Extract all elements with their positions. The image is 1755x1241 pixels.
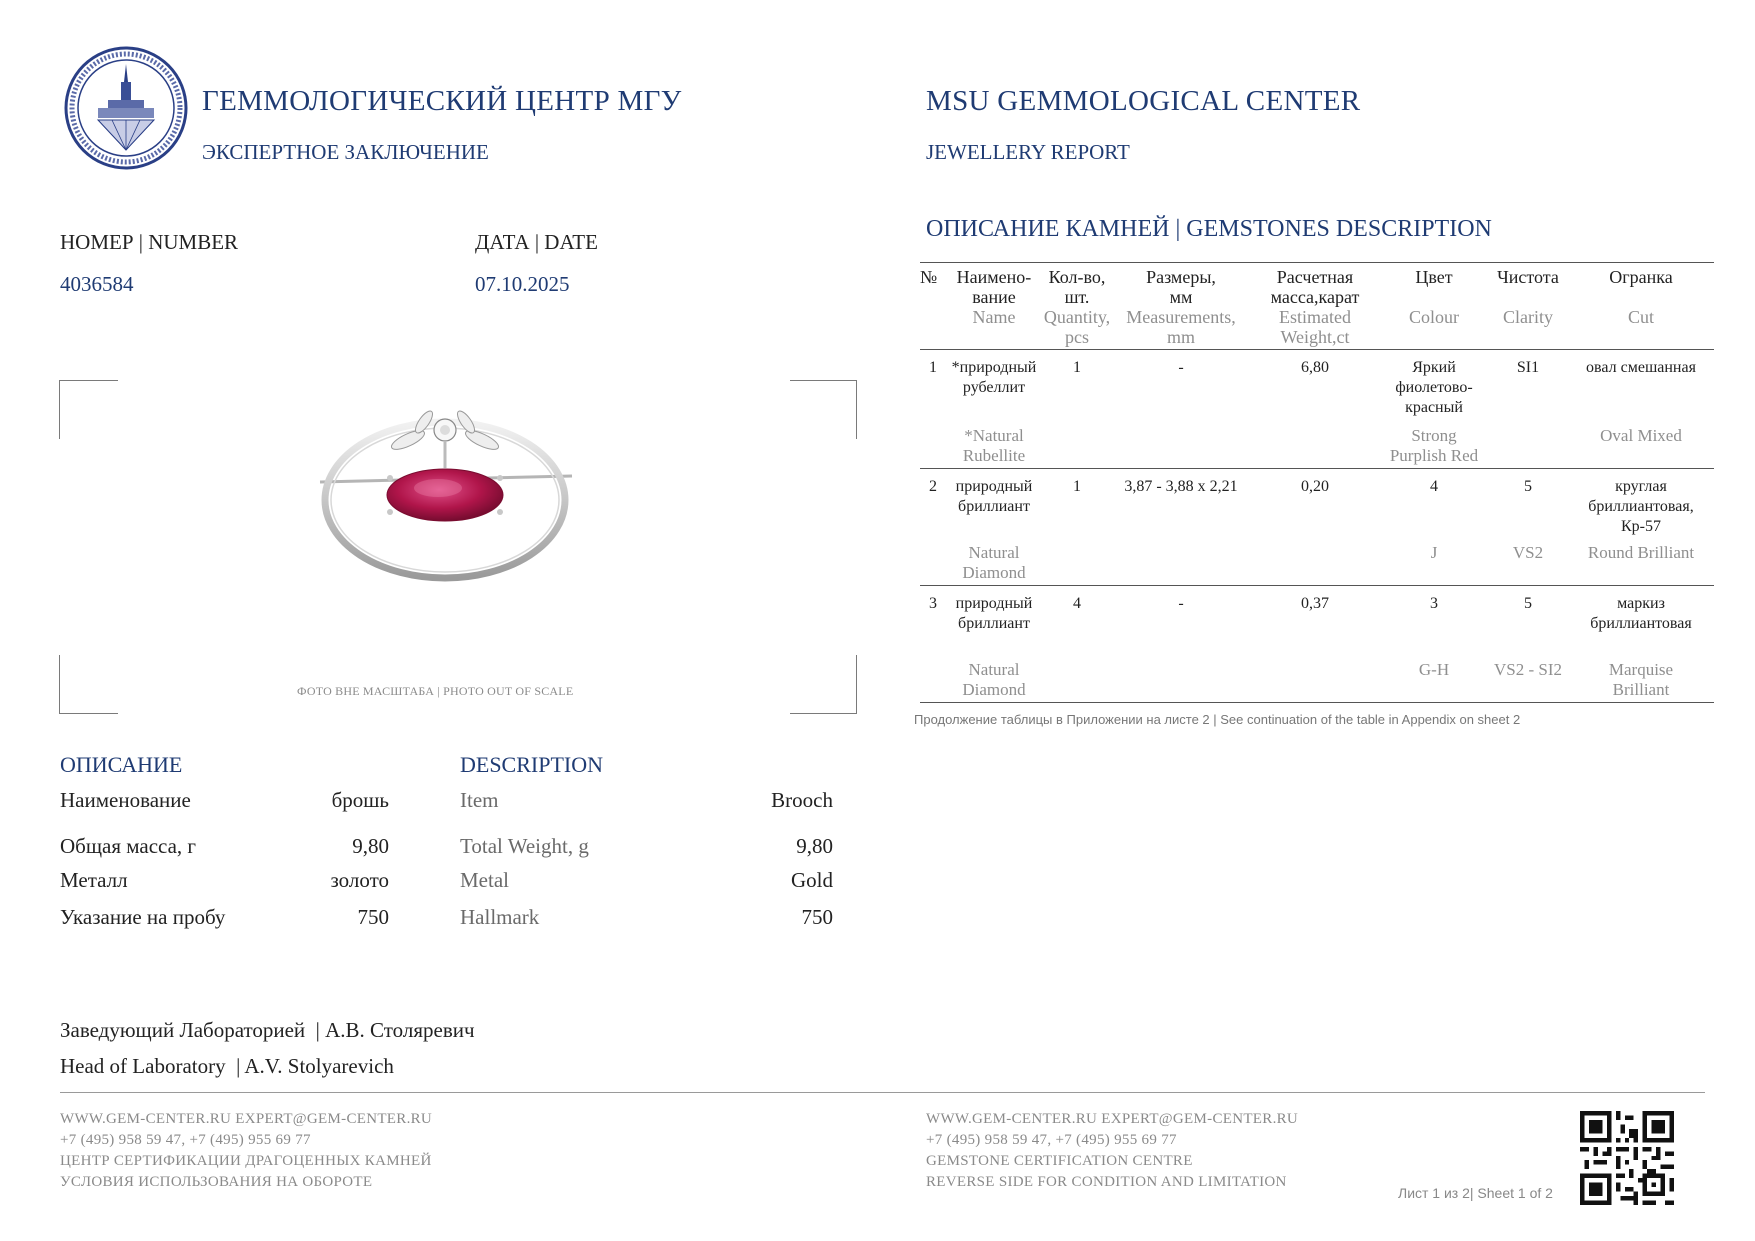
footer-left-line: +7 (495) 958 59 47, +7 (495) 955 69 77 (60, 1132, 311, 1148)
row-weight: 0,20 (1301, 478, 1329, 495)
row-colour-en: J (1430, 543, 1438, 562)
photo-caption: ФОТО ВНЕ МАСШТАБА | PHOTO OUT OF SCALE (297, 684, 574, 698)
col-colour-ru: Цвет (1415, 267, 1453, 287)
row-name-ru: природный бриллиант (955, 595, 1033, 632)
col-colour-en: Colour (1408, 307, 1459, 327)
footer-right-line: +7 (495) 958 59 47, +7 (495) 955 69 77 (926, 1132, 1177, 1148)
photo-frame-corner-tl (59, 380, 118, 439)
row-qty: 1 (1073, 478, 1081, 495)
footer-right-line: WWW.GEM-CENTER.RU EXPERT@GEM-CENTER.RU (926, 1111, 1299, 1127)
msu-seal-logo (64, 46, 188, 170)
row-clarity-en: VS2 - SI2 (1493, 660, 1562, 679)
row-cut-ru: овал смешанная (1586, 359, 1696, 376)
ru-label-weight: Общая масса, г (60, 834, 197, 858)
row-weight: 0,37 (1301, 595, 1329, 612)
col-name-en: Name (972, 307, 1016, 327)
footer-left-line: ЦЕНТР СЕРТИФИКАЦИИ ДРАГОЦЕННЫХ КАМНЕЙ (60, 1153, 432, 1169)
ru-value-item: брошь (331, 788, 389, 812)
photo-frame-corner-bl (59, 655, 118, 714)
photo-frame-corner-tr (790, 380, 857, 439)
footer-right-line: REVERSE SIDE FOR CONDITION AND LIMITATION (926, 1174, 1287, 1190)
row-cut-ru: маркиз бриллиантовая (1590, 595, 1692, 632)
photo-frame-corner-br (790, 655, 857, 714)
row-clarity-ru: SI1 (1516, 359, 1540, 376)
en-label-item: Item (460, 788, 499, 812)
row-clarity-ru: 5 (1524, 478, 1532, 495)
table-row (920, 350, 1714, 419)
row-no: 3 (929, 595, 937, 612)
col-qty-en: Quantity, pcs (1043, 307, 1111, 347)
row-no: 1 (929, 359, 937, 376)
report-number: 4036584 (60, 272, 134, 296)
footer-right-line: GEMSTONE CERTIFICATION CENTRE (926, 1153, 1193, 1169)
row-qty: 4 (1073, 595, 1081, 612)
table-row-en (920, 537, 1714, 586)
signature-ru: Заведующий Лабораторией | А.В. Столяревич (60, 1018, 475, 1042)
footer-divider (60, 1092, 1705, 1093)
col-clarity-ru: Чистота (1497, 267, 1559, 287)
en-value-metal: Gold (791, 868, 833, 892)
col-weight-en: Estimated Weight,ct (1279, 307, 1351, 347)
footer-left-line: УСЛОВИЯ ИСПОЛЬЗОВАНИЯ НА ОБОРОТЕ (60, 1174, 373, 1190)
qr-code (1580, 1111, 1674, 1205)
description-heading-ru: ОПИСАНИЕ (60, 752, 183, 777)
row-cut-en: Marquise Brilliant (1608, 660, 1674, 699)
table-row (920, 586, 1714, 635)
en-title: MSU GEMMOLOGICAL CENTER (926, 85, 1361, 117)
row-weight: 6,80 (1301, 359, 1329, 376)
report-date: 07.10.2025 (475, 272, 570, 296)
ru-subtitle: ЭКСПЕРТНОЕ ЗАКЛЮЧЕНИЕ (202, 140, 489, 164)
row-colour-ru: 3 (1430, 595, 1438, 612)
en-value-item: Brooch (771, 788, 833, 812)
ru-value-metal: золото (330, 868, 389, 892)
ru-label-metal: Металл (60, 868, 128, 892)
gemstones-table (920, 262, 1714, 703)
row-clarity-ru: 5 (1524, 595, 1532, 612)
col-cut-ru: Огранка (1609, 267, 1673, 287)
gemstones-heading: ОПИСАНИЕ КАМНЕЙ | GEMSTONES DESCRIPTION (926, 216, 1492, 242)
date-label: ДАТА | DATE (475, 230, 598, 254)
col-meas-en: Measurements, mm (1126, 307, 1236, 347)
col-name-ru: Наимено- вание (956, 267, 1032, 307)
col-no: № (920, 267, 938, 287)
row-colour-ru: 4 (1430, 478, 1438, 495)
description-heading-en: DESCRIPTION (460, 752, 604, 777)
sheet-number: Лист 1 из 2| Sheet 1 of 2 (1398, 1185, 1553, 1201)
row-meas: 3,87 - 3,88 x 2,21 (1124, 478, 1238, 495)
table-header-en (920, 307, 1714, 350)
row-cut-en: Oval Mixed (1600, 426, 1682, 445)
col-meas-ru: Размеры, мм (1146, 267, 1216, 307)
row-clarity-en: VS2 (1512, 543, 1544, 562)
en-subtitle: JEWELLERY REPORT (926, 140, 1130, 164)
ru-value-weight: 9,80 (352, 834, 389, 858)
row-clarity-en (1488, 418, 1568, 469)
footer-right (926, 1109, 1298, 1193)
col-qty-ru: Кол-во, шт. (1048, 267, 1106, 307)
col-weight-ru: Расчетная масса,карат (1270, 267, 1360, 307)
row-name-ru: *природный рубеллит (951, 359, 1037, 396)
row-cut-en: Round Brilliant (1587, 543, 1695, 562)
footer-left-line: WWW.GEM-CENTER.RU EXPERT@GEM-CENTER.RU (60, 1111, 433, 1127)
ru-title: ГЕММОЛОГИЧЕСКИЙ ЦЕНТР МГУ (202, 85, 682, 117)
ru-value-hallmark: 750 (357, 905, 389, 929)
row-cut-ru: круглая бриллиантовая, Кр-57 (1588, 478, 1694, 535)
row-colour-ru: Яркий фиолетово- красный (1395, 359, 1473, 416)
table-row-en (920, 418, 1714, 469)
table-row-en (920, 634, 1714, 703)
signature-en: Head of Laboratory | A.V. Stolyarevich (60, 1054, 394, 1078)
en-value-weight: 9,80 (796, 834, 833, 858)
row-name-en: *Natural Rubellite (962, 426, 1026, 465)
row-name-en: Natural Diamond (962, 660, 1026, 699)
row-no: 2 (929, 478, 937, 495)
ru-label-hallmark: Указание на пробу (60, 905, 226, 929)
row-meas: - (1178, 359, 1184, 376)
brooch-photo (310, 390, 580, 590)
row-meas: - (1178, 595, 1184, 612)
table-row (920, 469, 1714, 538)
en-label-metal: Metal (460, 868, 509, 892)
footer-left (60, 1109, 432, 1193)
en-value-hallmark: 750 (801, 905, 833, 929)
continuation-note: Продолжение таблицы в Приложении на листе 2 | See continuation of the table in Appendix on sheet 2 (914, 712, 1521, 727)
en-label-hallmark: Hallmark (460, 905, 540, 929)
row-name-ru: природный бриллиант (955, 478, 1033, 515)
row-name-en: Natural Diamond (962, 543, 1026, 582)
col-cut-en: Cut (1627, 307, 1654, 327)
row-colour-en: G-H (1418, 660, 1450, 679)
row-qty: 1 (1073, 359, 1081, 376)
col-clarity-en: Clarity (1503, 307, 1553, 327)
row-colour-en: Strong Purplish Red (1389, 426, 1479, 465)
table-header-ru (920, 263, 1714, 308)
number-label: НОМЕР | NUMBER (60, 230, 239, 254)
ru-label-item: Наименование (60, 788, 191, 812)
en-label-weight: Total Weight, g (460, 834, 589, 858)
